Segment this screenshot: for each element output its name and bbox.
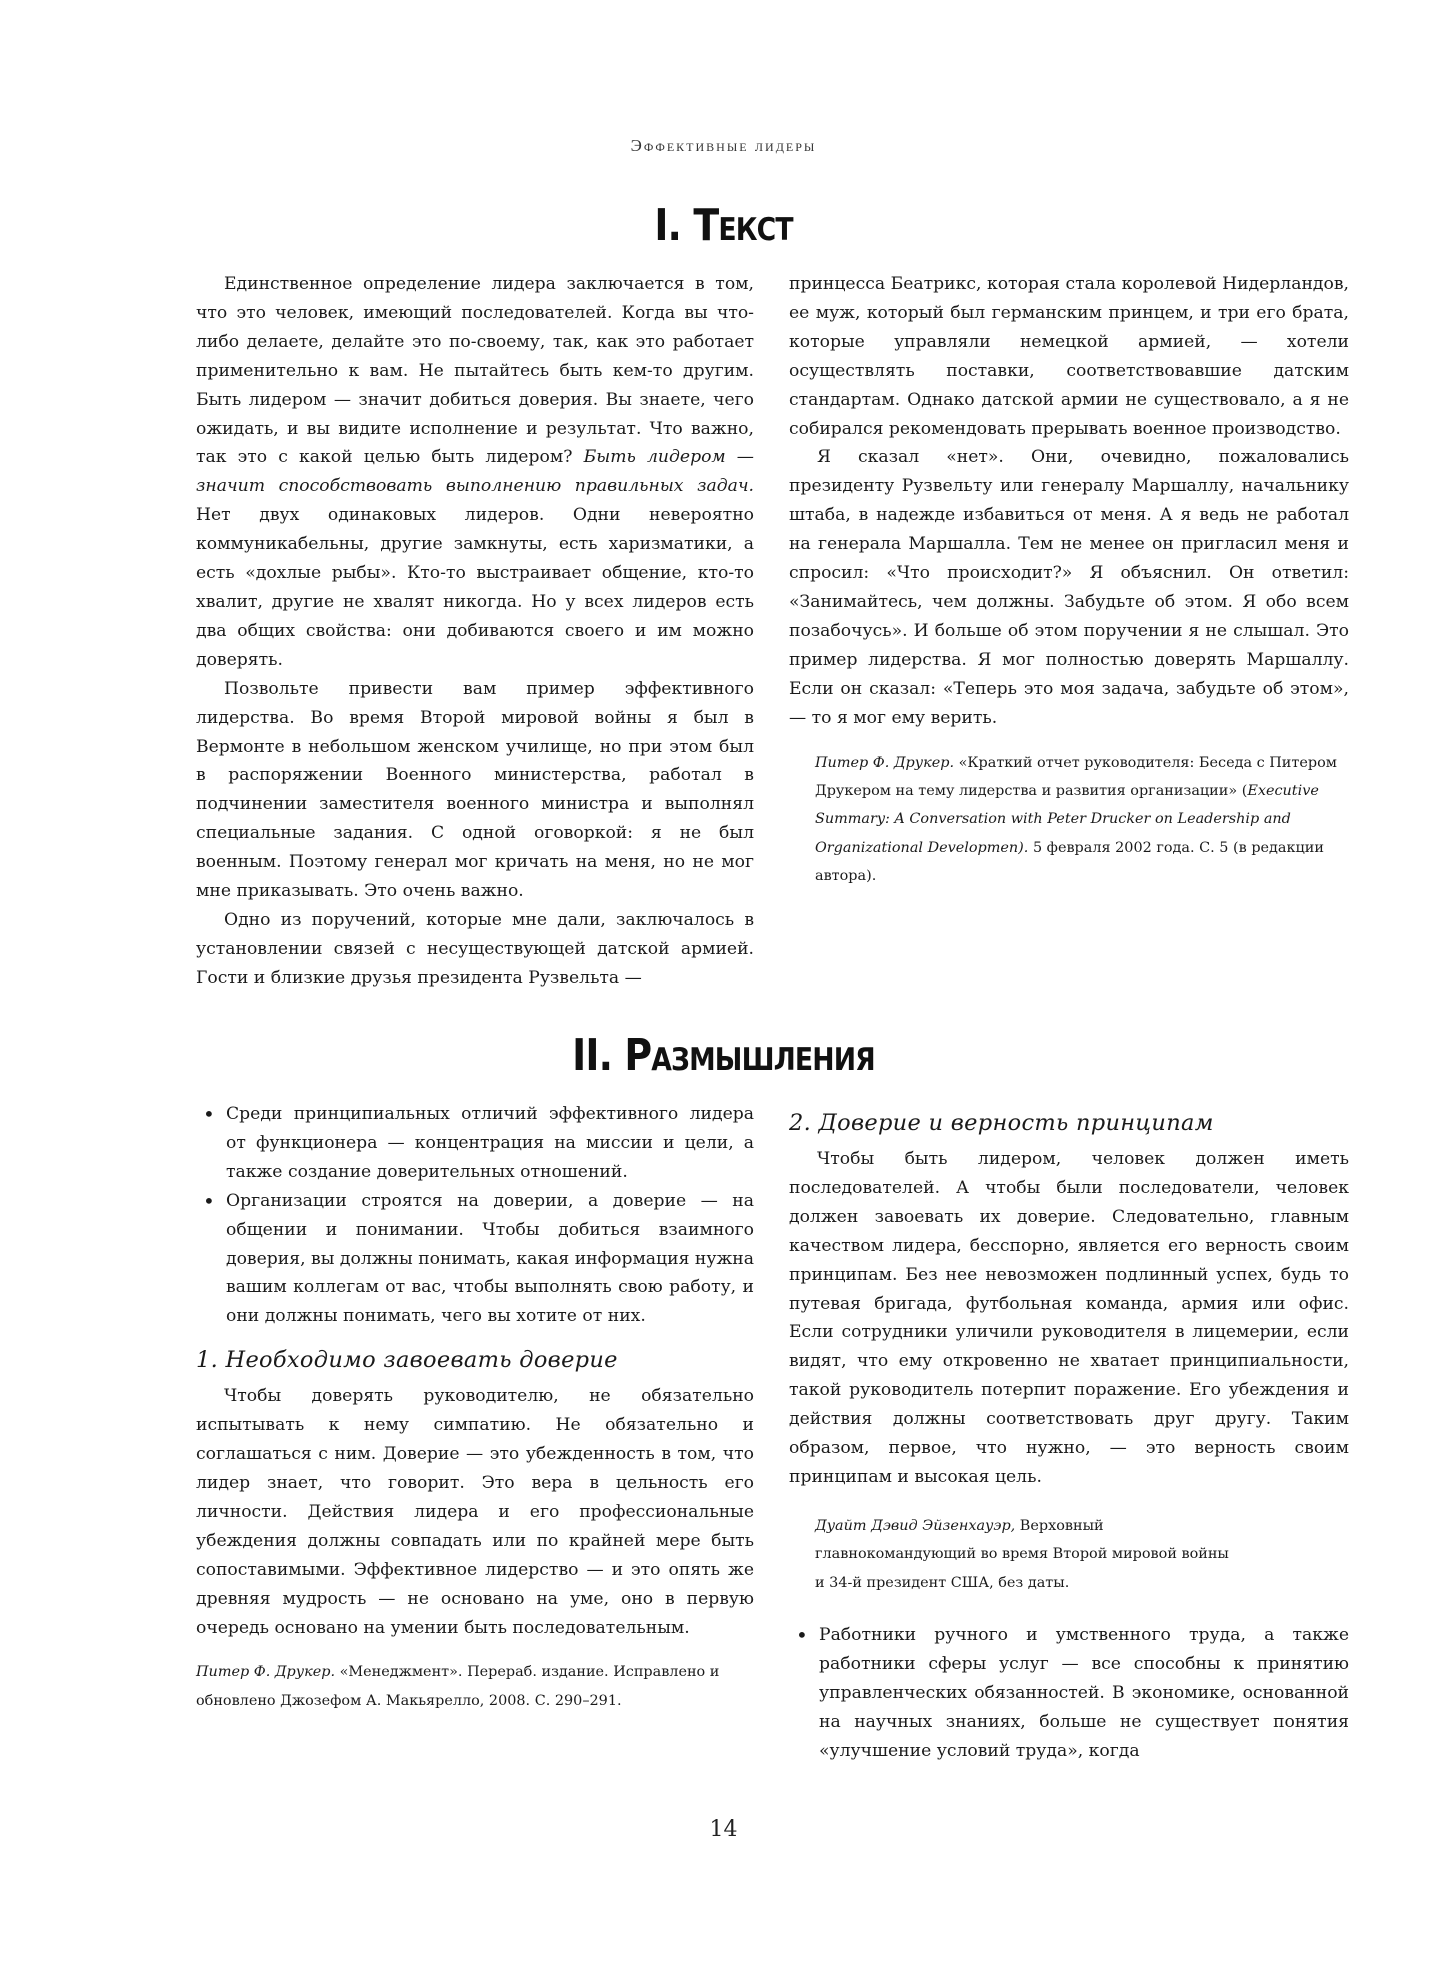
- paragraph: Я сказал «нет». Они, очевидно, пожаловались президенту Рузвельту или генералу Маршаллу, начальнику штаба, в надежде избавиться от меня. А я ведь не работал на генерала Маршалла. Тем не менее он пригласил меня и спросил: «Что происходит?» Я объяснил. Он ответил: «Занимайтесь, чем должны. Забудьте об этом. Я обо всем позабочусь». И больше об этом поручении я не слышал. Это пример лидерства. Я мог полностью доверять Маршаллу. Если он сказал: «Теперь это моя задача, забудьте об этом», — то я мог ему верить.: [789, 447, 1349, 728]
- paragraph: Единственное определение лидера заключается в том, что это человек, имеющий последователей. Когда вы что-либо делаете, делайте это по-своему, так, как это работает применительно к вам. Не пытайтесь быть кем-то другим. Быть лидером — значит добиться доверия. Вы знаете, чего ожидать, и вы видите исполнение и результат. Что важно, так это с какой целью быть лидером? Быть лидером — значит способствовать выполнению правильных задач. Нет двух одинаковых лидеров. Одни невероятно коммуникабельны, другие замкнуты, есть харизматики, а есть «дохлые рыбы». Кто-то выстраивает общение, кто-то хвалит, другие не хвалят никогда. Но у всех лидеров есть два общих свойства: они добиваются своего и им можно доверять.: [196, 274, 754, 670]
- section1-left-column: [196, 270, 754, 993]
- page-number: 14: [709, 1817, 738, 1842]
- subheading-earn-trust: 1. Необходимо завоевать доверие: [196, 1347, 618, 1374]
- list-item: • Работники ручного и умственного труда, а также работники сферы услуг — все способны к принятию управленческих обязанностей. В экономике, основанной на научных знаниях, больше не существует понятия «улучшение условий труда», когда: [789, 1621, 1349, 1766]
- section-title-reflections: II. Размышления: [572, 1030, 875, 1081]
- section2-right-column: [789, 1106, 1349, 1766]
- paragraph: Чтобы доверять руководителю, не обязательно испытывать к нему симпатию. Не обязательно и соглашаться с ним. Доверие — это убежденность в том, что лидер знает, что говорит. Это вера в цельность его личности. Действия лидера и его профессиональные убеждения должны совпадать или по крайней мере быть сопоставимыми. Эффективное лидерство — и это опять же древняя мудрость — не основано на уме, оно в первую очередь основано на умении быть последовательным.: [196, 1386, 754, 1638]
- running-head: Эффективные лидеры: [630, 136, 817, 155]
- bullet-list: [789, 1621, 1349, 1766]
- section2-left-column: [196, 1100, 754, 1715]
- citation: Питер Ф. Друкер. «Менеджмент». Перераб. издание. Исправлено и обновлено Джозефом А. Макьярелло, 2008. С. 290–291.: [196, 1664, 720, 1709]
- citation: Питер Ф. Друкер. «Краткий отчет руководителя: Беседа с Питером Друкером на тему лидерства и развития организации» (Executive Summary: A Conversation with Peter Drucker on Leadership and Organizational Developmen). 5 февраля 2002 года. С. 5 (в редакции автора).: [815, 754, 1337, 885]
- citation: Дуайт Дэвид Эйзенхауэр, Верховный главнокомандующий во время Второй мировой войны и 34-й президент США, без даты.: [815, 1517, 1229, 1591]
- section1-right-column: [789, 270, 1349, 891]
- paragraph: Позвольте привести вам пример эффективного лидерства. Во время Второй мировой войны я был в Вермонте в небольшом женском училище, но при этом был в распоряжении Военного министерства, работал в подчинении заместителя военного министра и выполнял специальные задания. С одной оговоркой: я не был военным. Поэтому генерал мог кричать на меня, но не мог мне приказывать. Это очень важно.: [196, 678, 754, 902]
- paragraph: Одно из поручений, которые мне дали, заключалось в установлении связей с несуществующей датской армией. Гости и близкие друзья президента Рузвельта —: [196, 909, 754, 988]
- list-item: • Организации строятся на доверии, а доверие — на общении и понимании. Чтобы добиться взаимного доверия, вы должны понимать, какая информация нужна вашим коллегам от вас, чтобы выполнять свою работу, и они должны понимать, чего вы хотите от них.: [196, 1187, 754, 1332]
- list-item: • Среди принципиальных отличий эффективного лидера от функционера — концентрация на миссии и цели, а также создание доверительных отношений.: [196, 1100, 754, 1187]
- section-title-text: I. Текст: [654, 200, 793, 251]
- subheading-trust-principles: 2. Доверие и верность принципам: [789, 1110, 1214, 1136]
- bullet-list: [196, 1100, 754, 1331]
- paragraph: Чтобы быть лидером, человек должен иметь последователей. А чтобы были последователи, человек должен завоевать их доверие. Следовательно, главным качеством лидера, бесспорно, является его верность своим принципам. Без нее невозможен подлинный успех, будь то путевая бригада, футбольная команда, армия или офис. Если сотрудники уличили руководителя в лицемерии, если видят, что ему откровенно не хватает принципиальности, такой руководитель потерпит поражение. Его убеждения и действия должны соответствовать друг другу. Таким образом, первое, что нужно, — это верность своим принципам и высокая цель.: [789, 1149, 1349, 1487]
- paragraph: принцесса Беатрикс, которая стала королевой Нидерландов, ее муж, который был германским принцем, и три его брата, которые управляли немецкой армией, — хотели осуществлять поставки, соответствовавшие датским стандартам. Однако датской армии не существовало, а я не собирался рекомендовать прерывать военное производство.: [789, 274, 1349, 439]
